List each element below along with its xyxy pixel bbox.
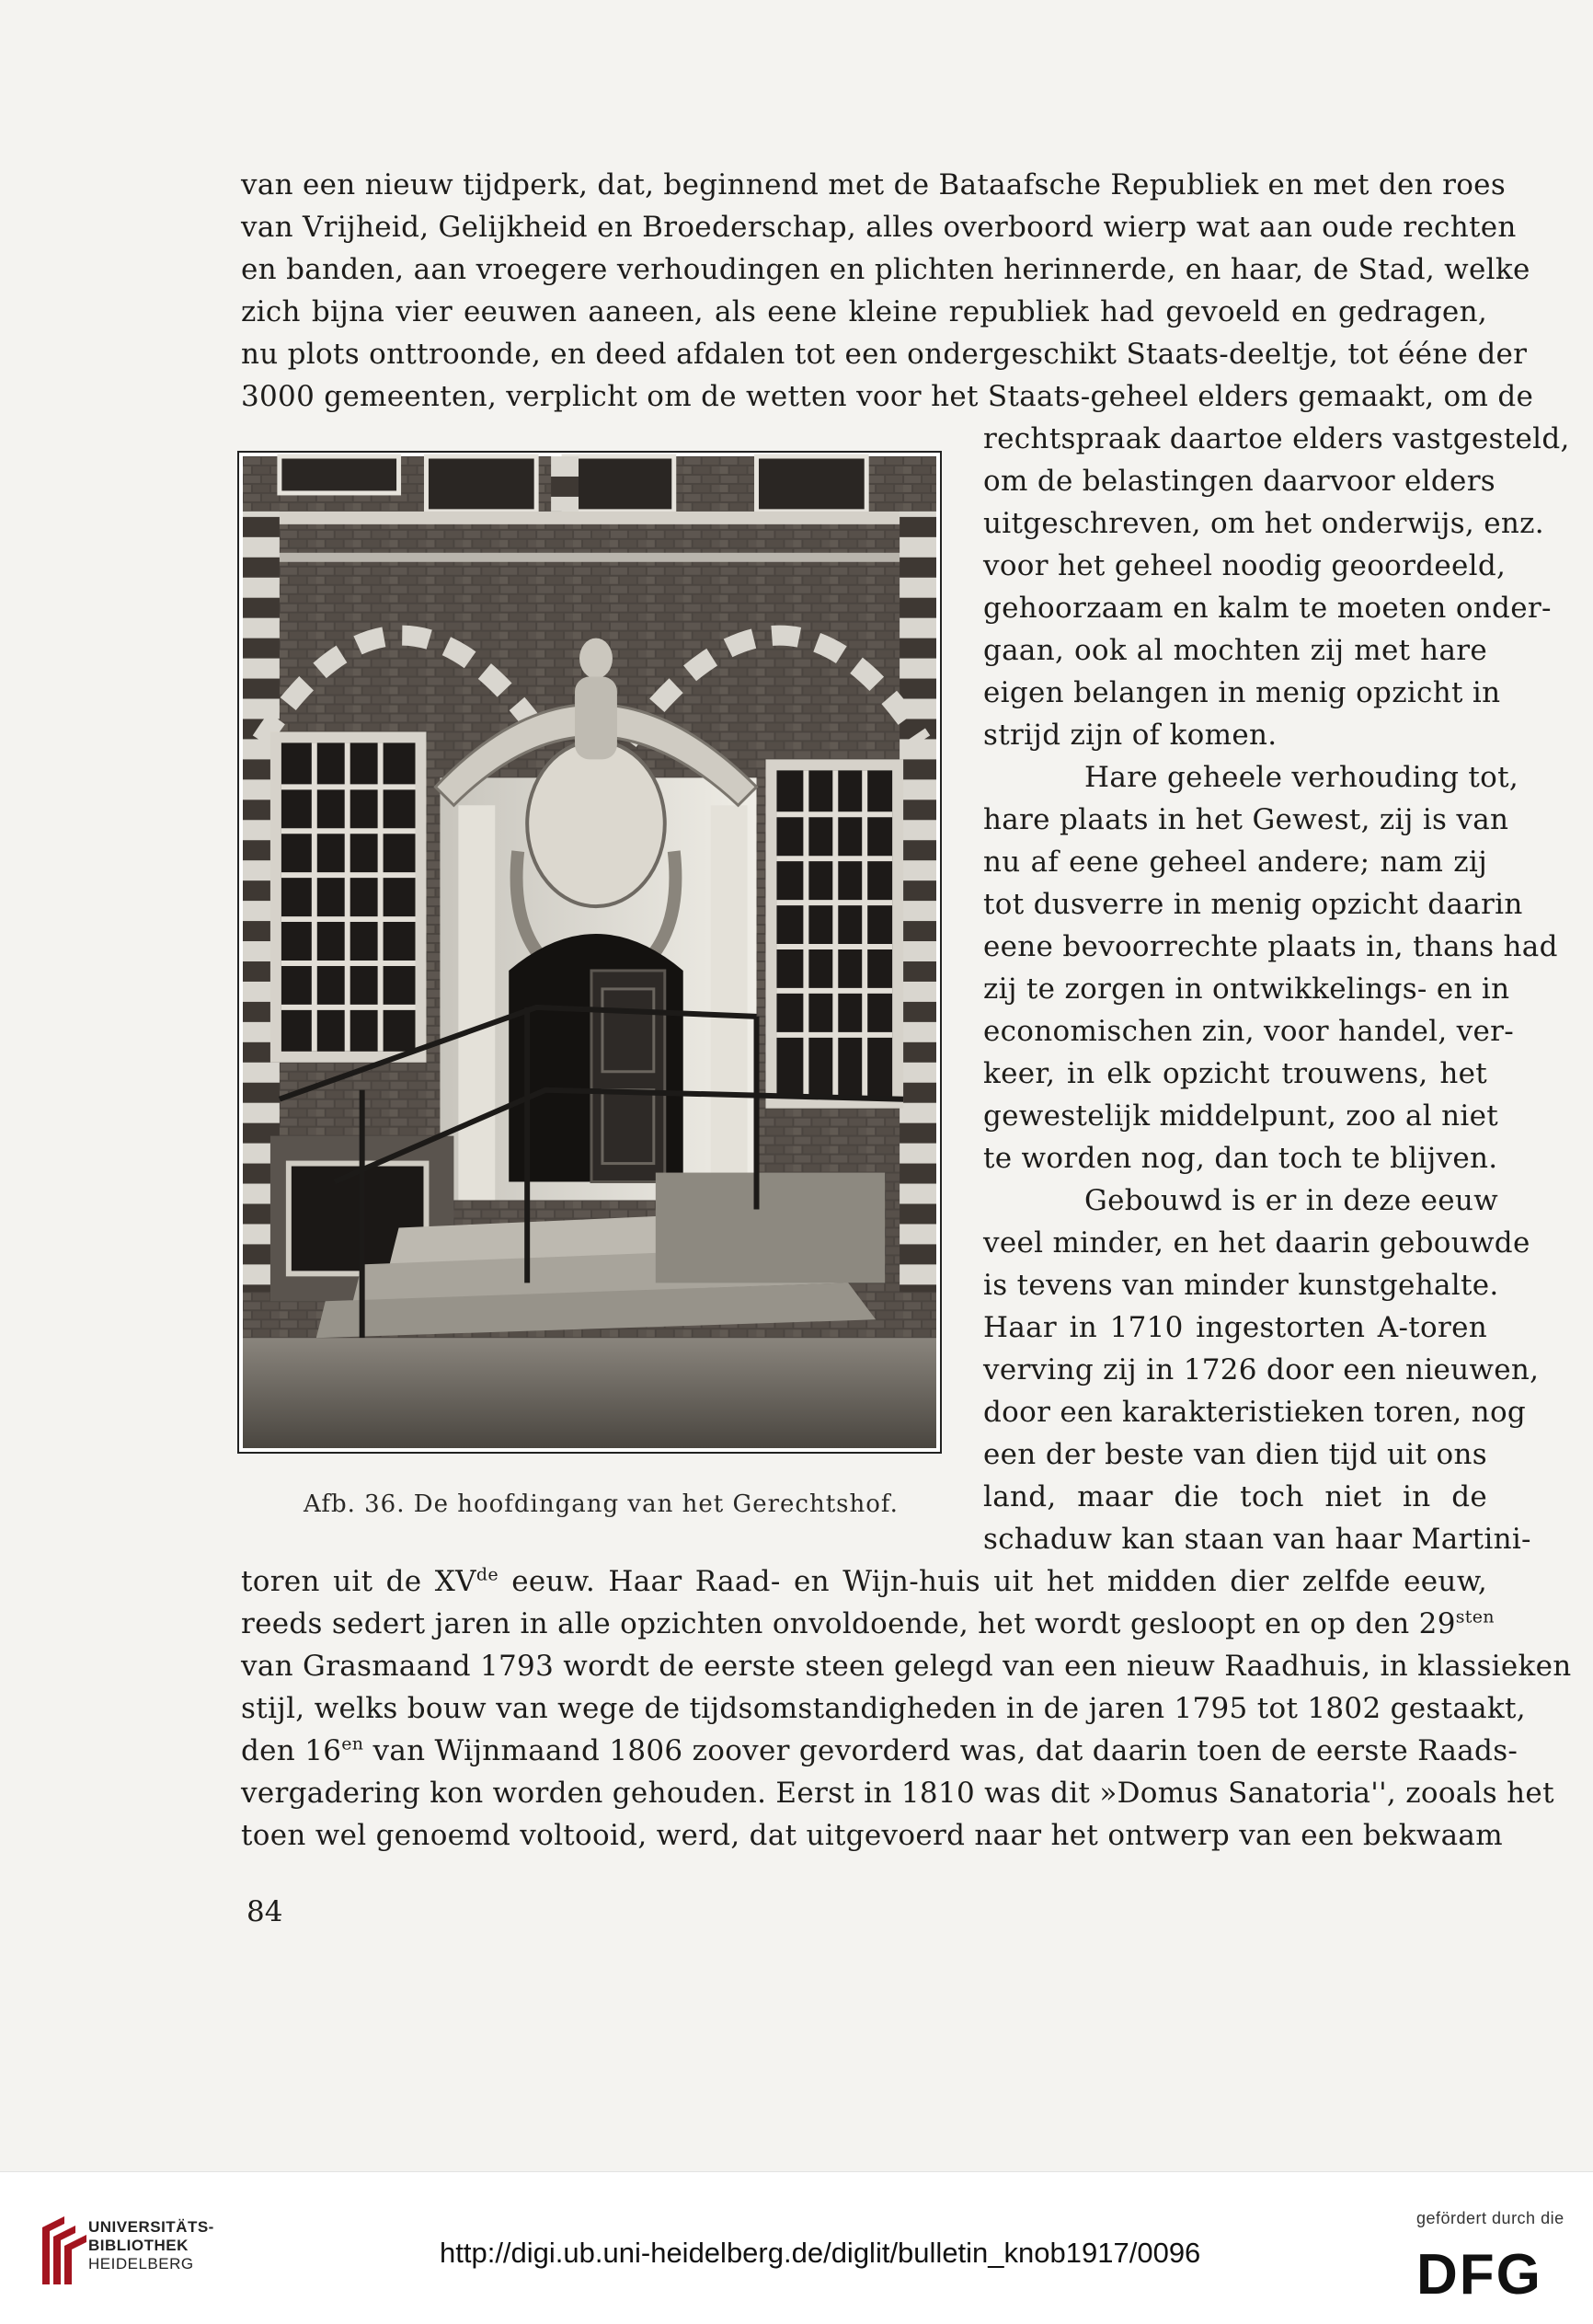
permalink-url[interactable]: http://digi.ub.uni-heidelberg.de/diglit/bulletin_knob1917/0096 (440, 2237, 1201, 2269)
text-line: zij te zorgen in ontwikkelings- en in (983, 972, 1510, 1006)
page-number: 84 (246, 1895, 283, 1928)
university-library-logo-icon[interactable] (37, 2209, 88, 2292)
text-line: Haar in 1710 ingestorten A-toren (983, 1311, 1487, 1344)
text-line: reeds sedert jaren in alle opzichten onvoldoende, het wordt gesloopt en op den $29^{sten}$ (241, 1606, 1495, 1640)
text-line: rechtspraak daartoe elders vastgesteld, (983, 422, 1570, 455)
text-line: economischen zin, voor handel, ver- (983, 1015, 1515, 1048)
text-line: is tevens van minder kunstgehalte. (983, 1269, 1499, 1302)
text-line: 3000 gemeenten, verplicht om de wetten voor het Staats-geheel elders gemaakt, om de (241, 380, 1534, 413)
text-line: vergadering kon worden gehouden. Eerst in 1810 was dit »Domus Sanatoria'', zooals het (241, 1777, 1554, 1810)
text-line: een der beste van dien tijd uit ons (983, 1438, 1487, 1471)
text-line: Hare geheele verhouding tot, (1084, 761, 1519, 794)
text-line: verving zij in 1726 door een nieuwen, (983, 1353, 1540, 1386)
text-line: zich bijna vier eeuwen aaneen, als eene kleine republiek had gevoeld en gedragen, (241, 295, 1487, 328)
university-library-name (88, 2218, 214, 2273)
text-line: hare plaats in het Gewest, zij is van (983, 803, 1509, 836)
library-line: BIBLIOTHEK (88, 2237, 189, 2254)
figure-photo (237, 451, 942, 1454)
dfg-logo-icon[interactable] (1416, 2243, 1573, 2307)
text-line: van Grasmaand 1793 wordt de eerste steen gelegd van een nieuw Raadhuis, in klassieken (241, 1650, 1572, 1683)
text-line: toren uit de XVde eeuw. Haar Raad- en Wijn-huis uit het midden dier zelfde eeuw, (241, 1564, 1488, 1598)
library-line: UNIVERSITÄTS- (88, 2218, 214, 2236)
text-line: van Vrijheid, Gelijkheid en Broederschap, alles overboord wierp wat aan oude rechten (241, 211, 1517, 244)
text-line: stijl, welks bouw van wege de tijdsomstandigheden in de jaren 1795 tot 1802 gestaakt, (241, 1692, 1526, 1725)
figure-caption: Afb. 36. De hoofdingang van het Gerechtshof. (304, 1490, 899, 1518)
text-line: eene bevoorrechte plaats in, thans had (983, 930, 1558, 963)
text-line: veel minder, en het daarin gebouwde (983, 1226, 1530, 1260)
text-line: keer, in elk opzicht trouwens, het (983, 1057, 1487, 1090)
text-line: van een nieuw tijdperk, dat, beginnend met de Bataafsche Republiek en met den roes (241, 168, 1507, 201)
text-line: gaan, ook al mochten zij met hare (983, 634, 1487, 667)
text-line: om de belastingen daarvoor elders (983, 465, 1496, 498)
text-line: Gebouwd is er in deze eeuw (1084, 1184, 1498, 1217)
text-line: te worden nog, dan toch te blijven. (983, 1142, 1498, 1175)
text-line: eigen belangen in menig opzicht in (983, 676, 1501, 709)
entrance-photo (243, 456, 936, 1448)
text-line: voor het geheel noodig geoordeeld, (983, 549, 1507, 582)
funder-caption: gefördert durch die (1416, 2209, 1564, 2227)
text-line: nu af eene geheel andere; nam zij (983, 846, 1487, 879)
text-line: gewestelijk middelpunt, zoo al niet (983, 1099, 1499, 1133)
text-line: uitgeschreven, om het onderwijs, enz. (983, 507, 1544, 540)
text-line: en banden, aan vroegere verhoudingen en plichten herinnerde, en haar, de Stad, welke (241, 253, 1530, 286)
library-line: HEIDELBERG (88, 2255, 194, 2272)
dfg-logo-text: DFG (1416, 2243, 1542, 2307)
text-line: schaduw kan staan van haar Martini- (983, 1523, 1531, 1556)
text-line: toen wel genoemd voltooid, werd, dat uitgevoerd naar het ontwerp van een bekwaam (241, 1819, 1503, 1852)
text-line: den $16^{en}$ van Wijnmaand 1806 zoover gevorderd was, dat daarin toen de eerste Raads- (241, 1733, 1519, 1767)
text-line: nu plots onttroonde, en deed afdalen tot een ondergeschikt Staats-deeltje, tot ééne der (241, 338, 1528, 371)
text-line: strijd zijn of komen. (983, 719, 1278, 752)
footer-bar (0, 2171, 1593, 2324)
text-line: tot dusverre in menig opzicht daarin (983, 888, 1523, 921)
text-line: land, maar die toch niet in de (983, 1480, 1487, 1513)
text-line: door een karakteristieken toren, nog (983, 1396, 1527, 1429)
text-line: gehoorzaam en kalm te moeten onder- (983, 592, 1552, 625)
